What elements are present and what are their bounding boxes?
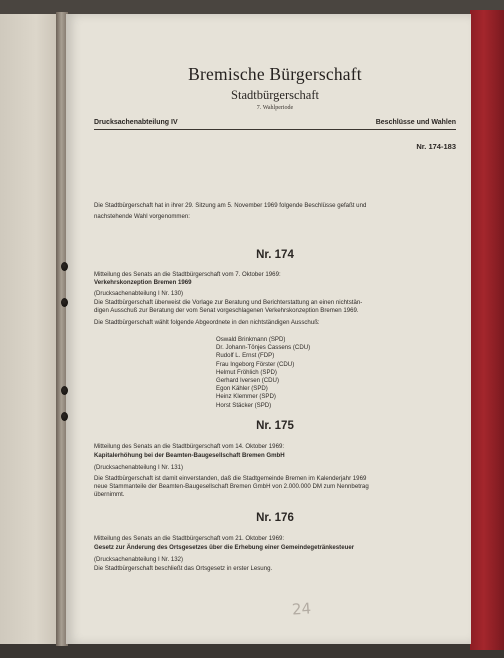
section-heading-175: Nr. 175 — [256, 420, 294, 432]
committee-member: Oswald Brinkmann (SPD) — [216, 336, 286, 343]
document-reference: (Drucksachenabteilung I Nr. 131) — [94, 464, 184, 471]
committee-member: Dr. Johann-Tönjes Cassens (CDU) — [216, 344, 311, 352]
section-174-body — [94, 271, 456, 327]
decision-line-1: Die Stadtbürgerschaft beschließt das Ortsgesetz in erster Lesung. — [94, 565, 273, 572]
intro-line-1: Die Stadtbürgerschaft hat in ihrer 29. Sitzung am 5. November 1969 folgende Beschlüsse gefaßt und — [94, 202, 367, 209]
committee-member: Egon Kähler (SPD) — [216, 385, 268, 393]
decision-line-1: Die Stadtbürgerschaft ist damit einverstanden, daß die Stadtgemeinde Bremen im Kalenderjahr 1969 — [94, 475, 367, 482]
section-175-body — [94, 443, 456, 499]
red-folder-cover — [470, 10, 504, 650]
decision-line-2: neue Stammanteile der Beamten-Baugesellschaft Bremen GmbH von 2.000.000 DM zum Nennbetrag — [94, 483, 369, 490]
previous-page-edge — [0, 14, 60, 644]
punch-hole-1 — [61, 262, 68, 271]
intro-line-2: nachstehende Wahl vorgenommen: — [94, 212, 190, 220]
decision-line-2: digen Ausschuß zur Beratung der vom Senat vorgeschlagenen Verkehrskonzeption Bremen 1969. — [94, 307, 359, 314]
header-divider — [94, 129, 456, 130]
legislative-period: 7. Wahlperiode — [256, 105, 294, 111]
senate-notice: Mitteilung des Senats an die Stadtbürgerschaft vom 21. Oktober 1969: — [94, 535, 285, 542]
intro-paragraph — [94, 201, 456, 222]
committee-member: Heinz Klemmer (SPD) — [216, 393, 276, 401]
committee-member: Helmut Fröhlich (SPD) — [216, 368, 277, 376]
number-range: Nr. 174-183 — [416, 142, 456, 151]
section-subject: Gesetz zur Änderung des Ortsgesetzes über die Erhebung einer Gemeindegetränkesteuer — [94, 544, 355, 551]
election-statement: Die Stadtbürgerschaft wählt folgende Abgeordnete in den nichtständigen Ausschuß: — [94, 319, 320, 326]
senate-notice: Mitteilung des Senats an die Stadtbürgerschaft vom 7. Oktober 1969: — [94, 271, 281, 278]
punch-hole-4 — [61, 412, 68, 421]
document-reference: (Drucksachenabteilung I Nr. 132) — [94, 556, 184, 563]
document-reference: (Drucksachenabteilung I Nr. 130) — [94, 290, 184, 297]
department-label: Drucksachenabteilung IV — [94, 119, 178, 126]
document-page — [66, 14, 471, 644]
punch-hole-3 — [61, 386, 68, 395]
senate-notice: Mitteilung des Senats an die Stadtbürgerschaft vom 14. Oktober 1969: — [94, 443, 285, 450]
handwritten-page-number: 24 — [291, 599, 312, 619]
committee-member-list — [216, 336, 310, 410]
document-title: Bremische Bürgerschaft — [188, 64, 362, 84]
committee-member: Gerhard Iversen (CDU) — [216, 377, 279, 385]
category-label: Beschlüsse und Wahlen — [375, 119, 456, 126]
document-subtitle: Stadtbürgerschaft — [231, 88, 319, 102]
committee-member: Frau Ingeborg Förster (CDU) — [216, 360, 295, 368]
section-heading-176: Nr. 176 — [256, 512, 294, 524]
decision-line-3: übernimmt. — [94, 491, 125, 498]
section-176-body — [94, 535, 456, 573]
section-subject: Verkehrskonzeption Bremen 1969 — [94, 279, 192, 286]
decision-line-1: Die Stadtbürgerschaft überweist die Vorlage zur Beratung und Berichterstattung an einen nichtstän- — [94, 299, 363, 306]
section-heading-174: Nr. 174 — [256, 249, 294, 261]
punch-hole-2 — [61, 298, 68, 307]
committee-member: Horst Stäcker (SPD) — [216, 401, 272, 409]
section-subject: Kapitalerhöhung bei der Beamten-Baugesellschaft Bremen GmbH — [94, 452, 285, 459]
committee-member: Rudolf L. Ernst (FDP) — [216, 352, 275, 360]
